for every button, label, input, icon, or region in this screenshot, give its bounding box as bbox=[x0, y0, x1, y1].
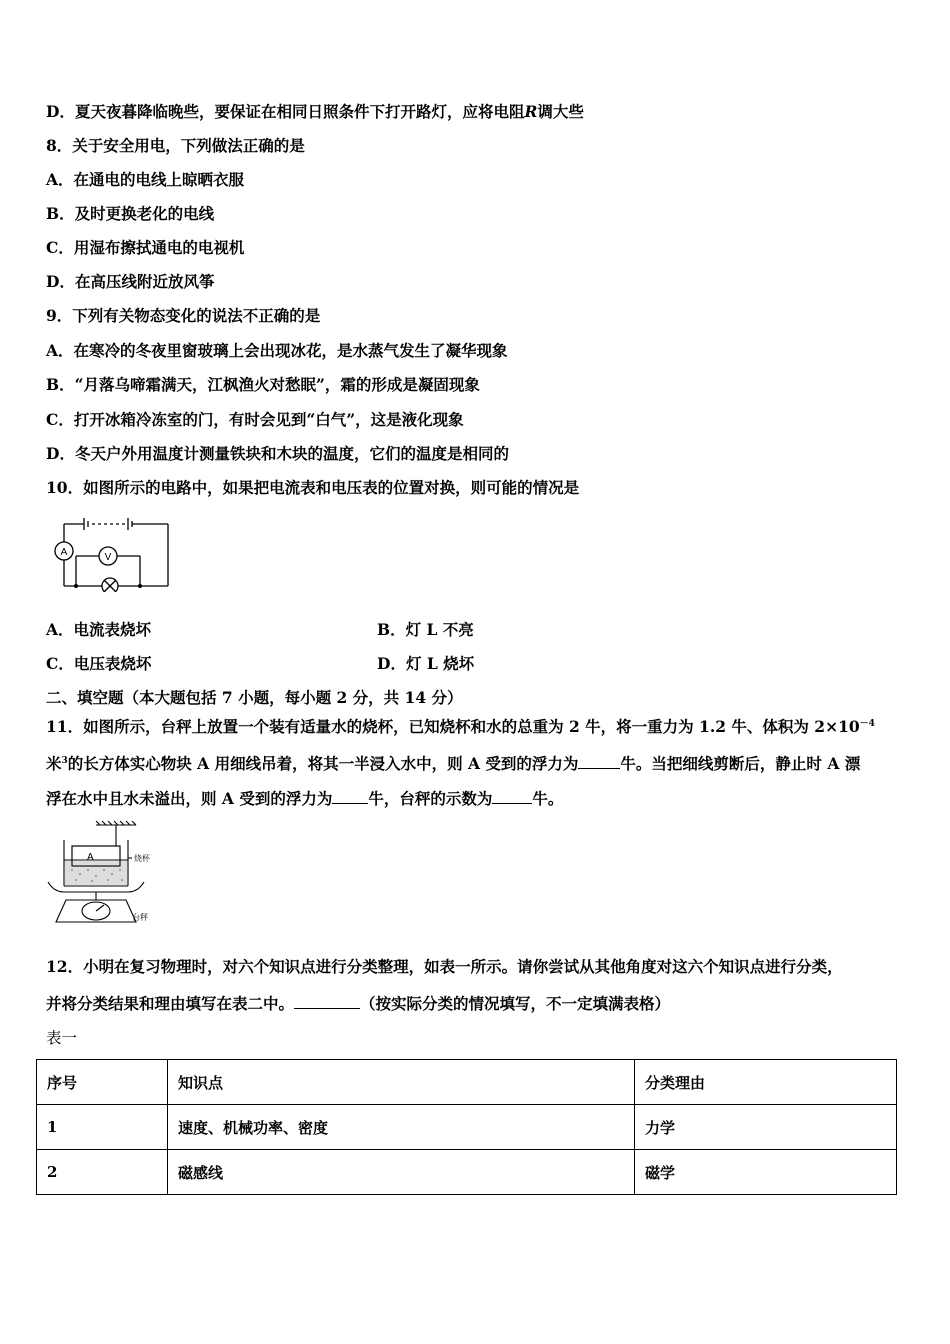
q9-stem: 9．下列有关物态变化的说法不正确的是 bbox=[46, 306, 321, 325]
q8-option-a: A．在通电的电线上晾晒衣服 bbox=[46, 170, 245, 189]
q11-exponent: －4 bbox=[859, 719, 875, 729]
q10-option-a: A．电流表烧坏 bbox=[46, 620, 152, 639]
q10-circuit-diagram bbox=[46, 512, 176, 592]
q8-option-b: B．及时更换老化的电线 bbox=[46, 204, 215, 223]
q7-option-d-prefix: D．夏天夜暮降临晚些，要保证在相同日照条件下打开路灯，应将电阻 bbox=[46, 102, 525, 121]
q12-line-1: 12．小明在复习物理时，对六个知识点进行分类整理，如表一所示。请你尝试从其他角度对这六个知识点进行分类， bbox=[46, 957, 843, 976]
q12-line-2-note: （按实际分类的情况填写，不一定填满表格） bbox=[360, 994, 671, 1013]
q7-option-d bbox=[46, 102, 584, 122]
q12-line-2 bbox=[46, 994, 670, 1014]
q10-option-d: D．灯 L 烧坏 bbox=[377, 654, 475, 673]
table-cell: 磁感线 bbox=[168, 1150, 635, 1195]
answer-blank[interactable] bbox=[578, 754, 620, 769]
q9-option-c: C．打开冰箱冷冻室的门，有时会见到“白气”，这是液化现象 bbox=[46, 410, 464, 429]
table-header-cell: 分类理由 bbox=[635, 1060, 897, 1105]
classification-table bbox=[36, 1059, 897, 1195]
q12-line-2-text: 并将分类结果和理由填写在表二中。 bbox=[46, 994, 295, 1013]
q11-line-3-tail: 牛。 bbox=[532, 789, 564, 808]
table-caption: 表一 bbox=[46, 1029, 78, 1047]
q7-option-d-var: R bbox=[524, 102, 538, 121]
q8-option-c: C．用湿布擦拭通电的电视机 bbox=[46, 238, 245, 257]
q11-line-2-tail: 牛。当把细线剪断后，静止时 A 漂 bbox=[620, 754, 861, 774]
table-header-cell: 知识点 bbox=[168, 1060, 635, 1105]
water-fill bbox=[65, 861, 127, 885]
table-cell: 2 bbox=[37, 1150, 168, 1195]
ammeter-label: A bbox=[60, 547, 68, 558]
q7-option-d-suffix: 调大些 bbox=[537, 102, 584, 121]
table-cell: 速度、机械功率、密度 bbox=[168, 1105, 635, 1150]
q10-option-c: C．电压表烧坏 bbox=[46, 654, 152, 673]
q11-line-3-mid: 牛，台秤的示数为 bbox=[368, 789, 493, 808]
answer-blank[interactable] bbox=[492, 789, 532, 804]
scale-label: 台秤 bbox=[132, 913, 148, 922]
q11-unit: 米 bbox=[46, 754, 62, 774]
beaker-label: 烧杯 bbox=[134, 854, 150, 863]
q9-option-a: A．在寒冷的冬夜里窗玻璃上会出现冰花，是水蒸气发生了凝华现象 bbox=[46, 341, 508, 360]
junction-dot bbox=[74, 584, 78, 588]
table-header-cell: 序号 bbox=[37, 1060, 168, 1105]
table-row bbox=[37, 1105, 897, 1150]
q9-option-d: D．冬天户外用温度计测量铁块和木块的温度，它们的温度是相同的 bbox=[46, 444, 509, 463]
section-2-title: 二、填空题（本大题包括 7 小题，每小题 2 分，共 14 分） bbox=[46, 688, 463, 707]
q11-line-3 bbox=[46, 789, 563, 809]
table-header-row bbox=[37, 1060, 897, 1105]
q11-line-2 bbox=[46, 751, 860, 774]
q11-line-3-text: 浮在水中且水未溢出，则 A 受到的浮力为 bbox=[46, 789, 333, 808]
table-cell: 1 bbox=[37, 1105, 168, 1150]
answer-blank[interactable] bbox=[294, 994, 360, 1009]
table-cell: 力学 bbox=[635, 1105, 897, 1150]
q8-stem: 8．关于安全用电，下列做法正确的是 bbox=[46, 136, 305, 155]
q11-line-1-text: 11．如图所示，台秤上放置一个装有适量水的烧杯，已知烧杯和水的总重为 2 牛，将一重力为 1.2 牛、体积为 2×10 bbox=[46, 717, 860, 737]
voltmeter-label: V bbox=[104, 552, 112, 563]
answer-blank[interactable] bbox=[332, 789, 368, 804]
q9-option-b: B．“月落乌啼霜满天，江枫渔火对愁眠”，霜的形成是凝固现象 bbox=[46, 375, 480, 394]
q11-unit-exponent: 3 bbox=[61, 756, 68, 766]
q10-option-b: B．灯 L 不亮 bbox=[377, 620, 474, 639]
q11-line-1 bbox=[46, 714, 875, 737]
table-cell: 磁学 bbox=[635, 1150, 897, 1195]
table-row bbox=[37, 1150, 897, 1195]
junction-dot bbox=[138, 584, 142, 588]
q10-stem: 10．如图所示的电路中，如果把电流表和电压表的位置对换，则可能的情况是 bbox=[46, 478, 580, 497]
q8-option-d: D．在高压线附近放风筝 bbox=[46, 272, 215, 291]
q11-beaker-scale-diagram bbox=[44, 820, 164, 928]
block-label: A bbox=[87, 852, 94, 863]
q11-line-2-text: 的长方体实心物块 A 用细线吊着，将其一半浸入水中，则 A 受到的浮力为 bbox=[67, 754, 579, 774]
